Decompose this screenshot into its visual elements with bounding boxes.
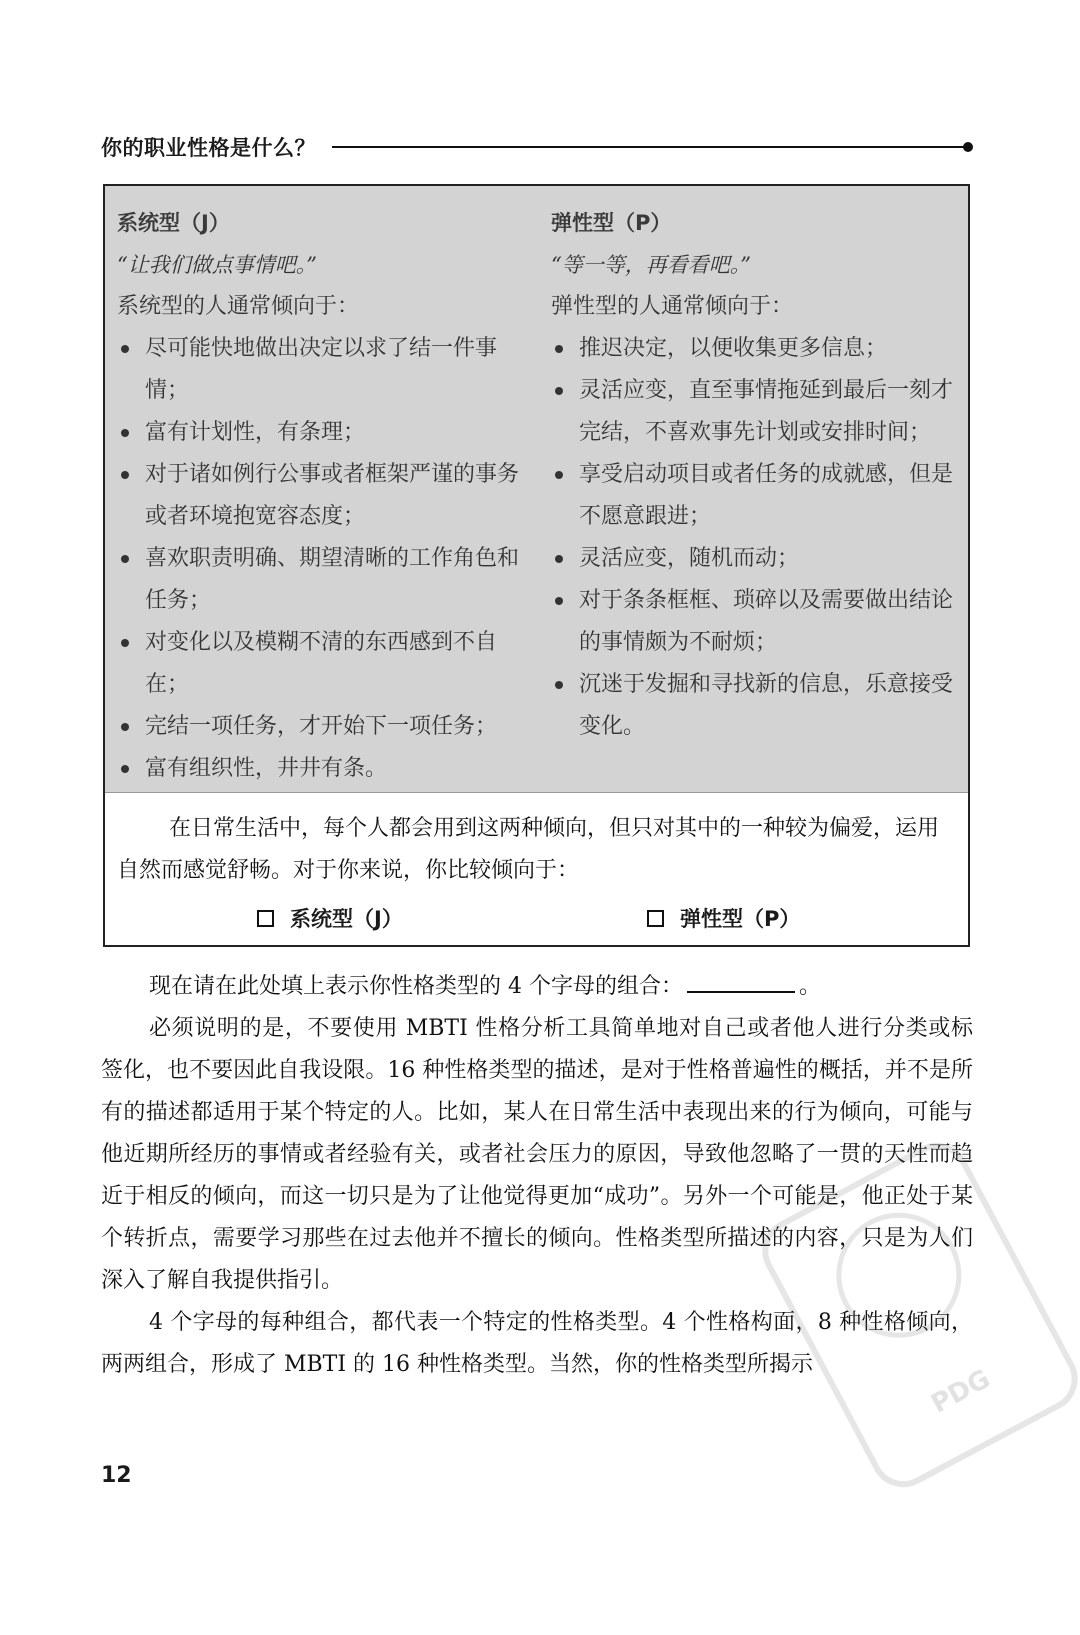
fill-in-paragraph bbox=[101, 966, 973, 1008]
column-perceiving bbox=[551, 202, 961, 748]
paragraph: 必须说明的是，不要使用 MBTI 性格分析工具简单地对自己或者他人进行分类或标签化，也不要因此自我设限。16 种性格类型的描述，是对于性格普遍性的概括，并不是所有的描述都适用于某个特定的人。比如，某人在日常生活中表现出来的行为倾向，可能与他近期所经历的事情或者经验有关，或者社会压力的原因，导致他忽略了一贯的天性而趋近于相反的倾向，而这一切只是为了让他觉得更加“成功”。另外一个可能是，他正处于某个转折点，需要学习那些在过去他并不擅长的倾向。性格类型所描述的内容，只是为人们深入了解自我提供指引。 bbox=[101, 1016, 973, 1293]
trait-item: 灵活应变，随机而动； bbox=[551, 538, 961, 580]
trait-item: 享受启动项目或者任务的成就感，但是不愿意跟进； bbox=[551, 454, 961, 538]
page-number: 12 bbox=[101, 1463, 132, 1488]
column-quote: “让我们做点事情吧。” bbox=[117, 253, 317, 277]
choice-label: 系统型（J） bbox=[290, 907, 403, 931]
preference-choices bbox=[105, 903, 968, 939]
preference-prompt: 在日常生活中，每个人都会用到这两种倾向，但只对其中的一种较为偏爱，运用自然而感觉舒畅。对于你来说，你比较倾向于： bbox=[117, 816, 940, 883]
watermark-text: PDG bbox=[926, 1364, 996, 1420]
fill-in-text: 现在请在此处填上表示你性格类型的 4 个字母的组合： bbox=[149, 974, 683, 999]
trait-list bbox=[117, 328, 527, 790]
trait-item: 喜欢职责明确、期望清晰的工作角色和任务； bbox=[117, 538, 527, 622]
header-dot bbox=[963, 142, 973, 152]
paragraph: 4 个字母的每种组合，都代表一个特定的性格类型。4 个性格构面，8 种性格倾向，两两组合，形成了 MBTI 的 16 种性格类型。当然，你的性格类型所揭示 bbox=[101, 1310, 973, 1377]
choice-perceiving[interactable] bbox=[647, 903, 800, 933]
trait-list bbox=[551, 328, 961, 748]
trait-item: 富有组织性，井井有条。 bbox=[117, 748, 527, 790]
trait-item: 尽可能快地做出决定以求了结一件事情； bbox=[117, 328, 527, 412]
trait-item: 对于条条框框、琐碎以及需要做出结论的事情颇为不耐烦； bbox=[551, 580, 961, 664]
fill-in-end: 。 bbox=[799, 974, 822, 999]
running-header bbox=[101, 130, 973, 164]
choice-label: 弹性型（P） bbox=[680, 907, 801, 931]
column-quote: “等一等，再看看吧。” bbox=[551, 253, 751, 277]
choice-judging[interactable] bbox=[257, 903, 403, 933]
trait-item: 推迟决定，以便收集更多信息； bbox=[551, 328, 961, 370]
column-title: 系统型（J） bbox=[117, 211, 230, 235]
fill-in-blank[interactable] bbox=[687, 971, 795, 993]
column-judging bbox=[117, 202, 527, 790]
trait-item: 对于诸如例行公事或者框架严谨的事务或者环境抱宽容态度； bbox=[117, 454, 527, 538]
column-title: 弹性型（P） bbox=[551, 211, 672, 235]
trait-item: 灵活应变，直至事情拖延到最后一刻才完结，不喜欢事先计划或安排时间； bbox=[551, 370, 961, 454]
checkbox-icon[interactable] bbox=[257, 910, 274, 927]
header-title: 你的职业性格是什么？ bbox=[101, 136, 316, 160]
trait-item: 沉迷于发掘和寻找新的信息，乐意接受变化。 bbox=[551, 664, 961, 748]
trait-item: 对变化以及模糊不清的东西感到不自在； bbox=[117, 622, 527, 706]
header-rule bbox=[332, 146, 964, 148]
trait-item: 完结一项任务，才开始下一项任务； bbox=[117, 706, 527, 748]
column-intro: 弹性型的人通常倾向于： bbox=[551, 294, 794, 319]
column-intro: 系统型的人通常倾向于： bbox=[117, 294, 360, 319]
trait-item: 富有计划性，有条理； bbox=[117, 412, 527, 454]
checkbox-icon[interactable] bbox=[647, 910, 664, 927]
comparison-box bbox=[103, 184, 970, 947]
